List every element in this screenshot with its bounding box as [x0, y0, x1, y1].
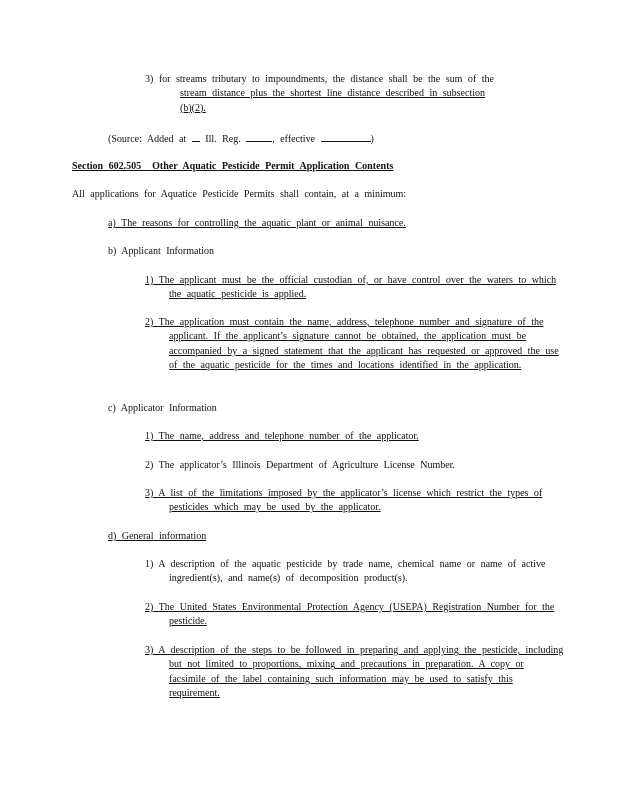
item-marker: 3) [145, 488, 154, 499]
list-item [145, 558, 565, 587]
source-effective: , effective [272, 134, 316, 145]
subsection-a-text: The reasons for controlling the aquatic plant or animal nuisance. [121, 218, 406, 229]
item-text: The United States Environmental Protection Agency (USEPA) Registration Number for the pesticide. [158, 602, 555, 628]
item-3 [145, 73, 535, 116]
blank-date [321, 131, 371, 142]
subsection-marker: d) [108, 531, 117, 542]
source-close: ) [370, 134, 374, 145]
list-item [145, 601, 565, 630]
subsection-marker: b) [108, 246, 117, 257]
subsection-d-heading [108, 530, 206, 544]
subsection-b-heading [108, 245, 214, 259]
list-item [145, 316, 565, 373]
source-ill-reg: Ill. Reg. [205, 134, 241, 145]
item-text: A description of the aquatic pesticide by trade name, chemical name or name of active ingredient(s), and name(s) of decomposition product(s). [158, 559, 546, 585]
item-marker: 1) [145, 275, 154, 286]
subsection-marker: c) [108, 403, 116, 414]
item-marker: 3) [145, 645, 154, 656]
subsection-c-heading [108, 402, 217, 416]
section-title: Other Aquatic Pesticide Permit Application Contents [152, 161, 394, 172]
source-open: (Source: [108, 134, 142, 145]
blank-page [246, 131, 272, 142]
item-text: The applicant must be the official custodian of, or have control over the waters to which the aquatic pesticide is applied. [158, 275, 557, 301]
section-number: 602.505 [108, 161, 142, 172]
blank-volume [192, 131, 200, 142]
item-text: A description of the steps to be followed in preparing and applying the pesticide, including but not limited to proportions, mixing and precautions in preparation. A copy or facsimile of the label containing such information may be used to satisfy this requirement. [158, 645, 564, 699]
subsection-d-title: General information [121, 531, 207, 542]
item-text: The application must contain the name, address, telephone number and signature of the applicant. If the applicant’s signature cannot be obtained, the application must be accompanied by a signed statement that the applicant has requested or approved the use of the aquatic pesticide for the times and locations identified in the application. [158, 317, 559, 371]
item-marker: 1) [145, 431, 154, 442]
intro-text: All applications for Aquatice Pesticide Permits shall contain, at a minimum: [72, 189, 407, 200]
item-marker: 2) [145, 602, 154, 613]
section-label: Section [72, 161, 104, 172]
subsection-c-title: Applicator Information [120, 403, 217, 414]
list-item [145, 644, 565, 701]
subsection-marker: a) [108, 218, 116, 229]
list-item [145, 274, 559, 303]
item-marker: 2) [145, 317, 154, 328]
item-3-line-2: stream distance plus the shortest line distance described in subsection [180, 88, 485, 100]
subsection-a [108, 217, 406, 231]
item-marker: 1) [145, 559, 154, 570]
list-item [145, 430, 565, 444]
item-3-line-3: (b)(2). [180, 102, 206, 114]
item-3-line-1: for streams tributary to impoundments, the distance shall be the sum of the [158, 74, 494, 85]
item-marker: 3) [145, 74, 154, 85]
item-text: The applicator’s Illinois Department of Agriculture License Number. [158, 460, 455, 471]
item-text: A list of the limitations imposed by the applicator’s license which restrict the types of pesticides which may be used by the applicator. [158, 488, 543, 514]
subsection-b-title: Applicant Information [121, 246, 214, 257]
item-marker: 2) [145, 460, 154, 471]
section-heading [72, 160, 393, 174]
source-added-at: Added at [146, 134, 187, 145]
item-text: The name, address and telephone number of the applicator. [158, 431, 419, 442]
source-note [108, 131, 374, 147]
list-item [145, 459, 565, 473]
list-item [145, 487, 565, 516]
